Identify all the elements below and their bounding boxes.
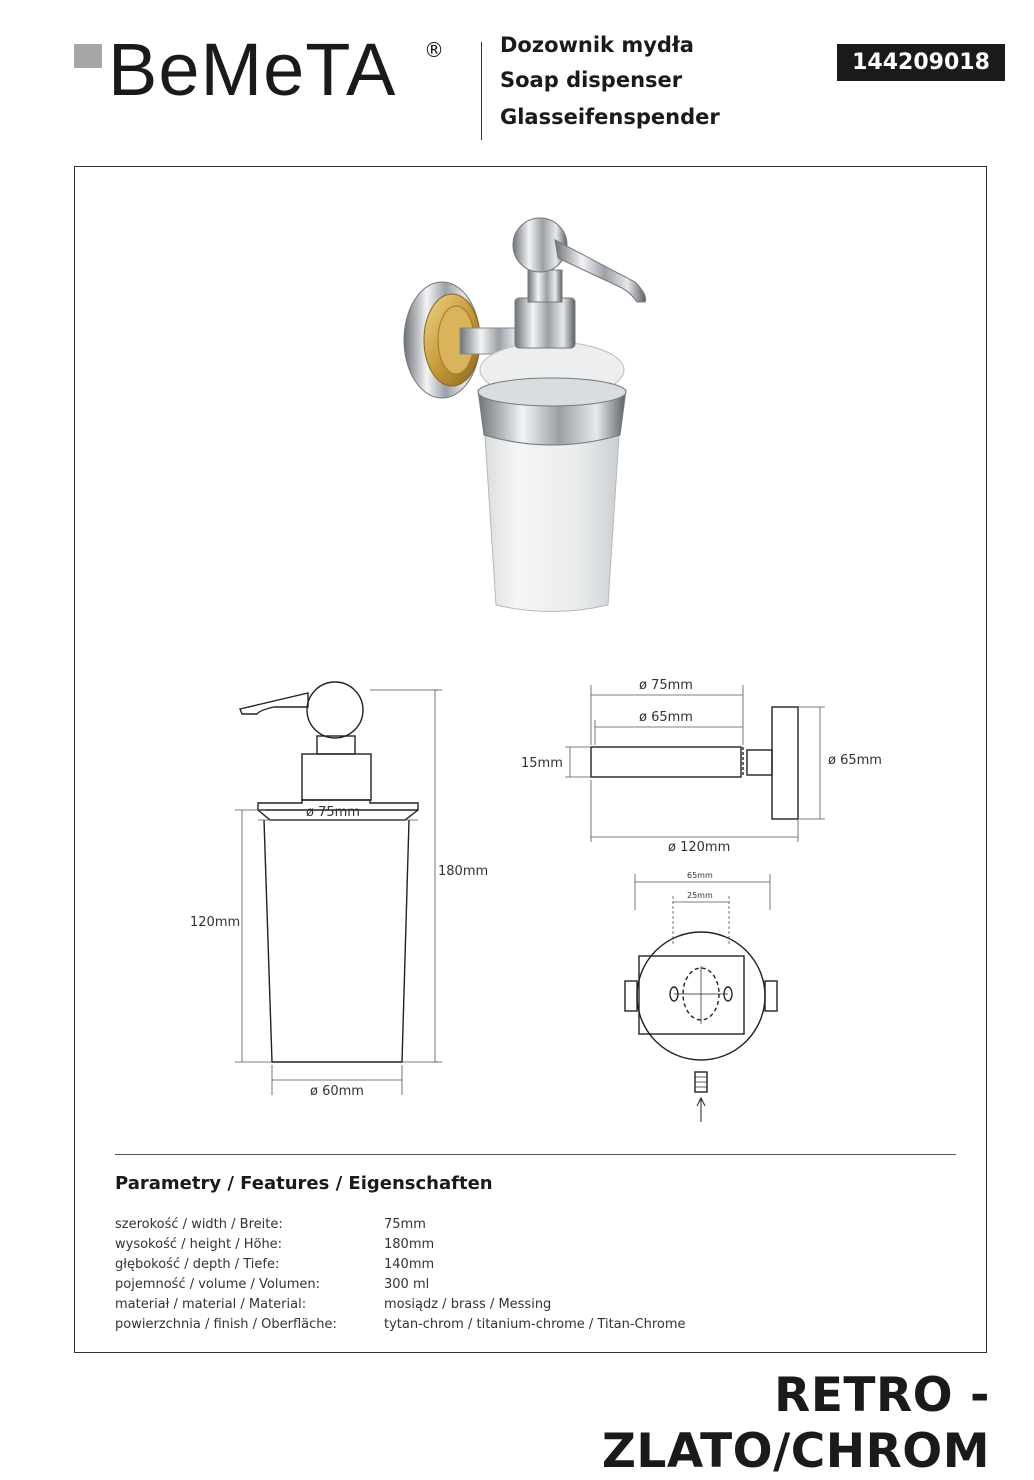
mounting-plate-drawing	[615, 866, 790, 1126]
title-polish: Dozownik mydła	[500, 33, 694, 57]
dim-plate-width: 65mm	[687, 871, 713, 880]
dim-bottom-diameter: ø 60mm	[310, 1084, 364, 1099]
feature-value-volume: 300 ml	[384, 1277, 430, 1292]
feature-value-width: 75mm	[384, 1217, 426, 1232]
side-view-drawing	[180, 670, 510, 1110]
dim-glass-height: 120mm	[190, 915, 241, 930]
dim-rod-height: 15mm	[521, 756, 563, 771]
series-title: RETRO - ZLATO/CHROM	[601, 1368, 990, 1479]
dim-rosette-diameter: ø 65mm	[828, 753, 882, 768]
title-english: Soap dispenser	[500, 68, 683, 92]
features-title: Parametry / Features / Eigenschaften	[115, 1173, 493, 1194]
feature-label-width: szerokość / width / Breite:	[115, 1217, 283, 1232]
feature-value-height: 180mm	[384, 1237, 435, 1252]
dim-total-height: 180mm	[438, 864, 489, 879]
feature-value-material: mosiądz / brass / Messing	[384, 1297, 552, 1312]
feature-label-depth: głębokość / depth / Tiefe:	[115, 1257, 280, 1272]
product-photo	[390, 210, 670, 620]
header-divider	[481, 42, 482, 140]
registered-mark: ®	[424, 38, 444, 62]
top-view-drawing	[515, 670, 905, 860]
logo-mark	[74, 44, 102, 68]
feature-label-volume: pojemność / volume / Volumen:	[115, 1277, 321, 1292]
dim-outer-diameter: ø 75mm	[639, 678, 693, 693]
dim-depth: ø 120mm	[668, 840, 731, 855]
brand-logo: BeMeTA	[108, 28, 397, 111]
features-divider	[115, 1154, 956, 1155]
dim-top-diameter: ø 75mm	[306, 805, 360, 820]
feature-value-finish: tytan-chrom / titanium-chrome / Titan-Chrome	[384, 1317, 686, 1332]
dim-inner-diameter: ø 65mm	[639, 710, 693, 725]
feature-value-depth: 140mm	[384, 1257, 435, 1272]
title-german: Glasseifenspender	[500, 105, 720, 129]
feature-label-finish: powierzchnia / finish / Oberfläche:	[115, 1317, 337, 1332]
product-code: 144209018	[837, 44, 1005, 81]
dim-hole-spacing: 25mm	[687, 891, 713, 900]
feature-label-height: wysokość / height / Höhe:	[115, 1237, 283, 1252]
feature-label-material: materiał / material / Material:	[115, 1297, 307, 1312]
